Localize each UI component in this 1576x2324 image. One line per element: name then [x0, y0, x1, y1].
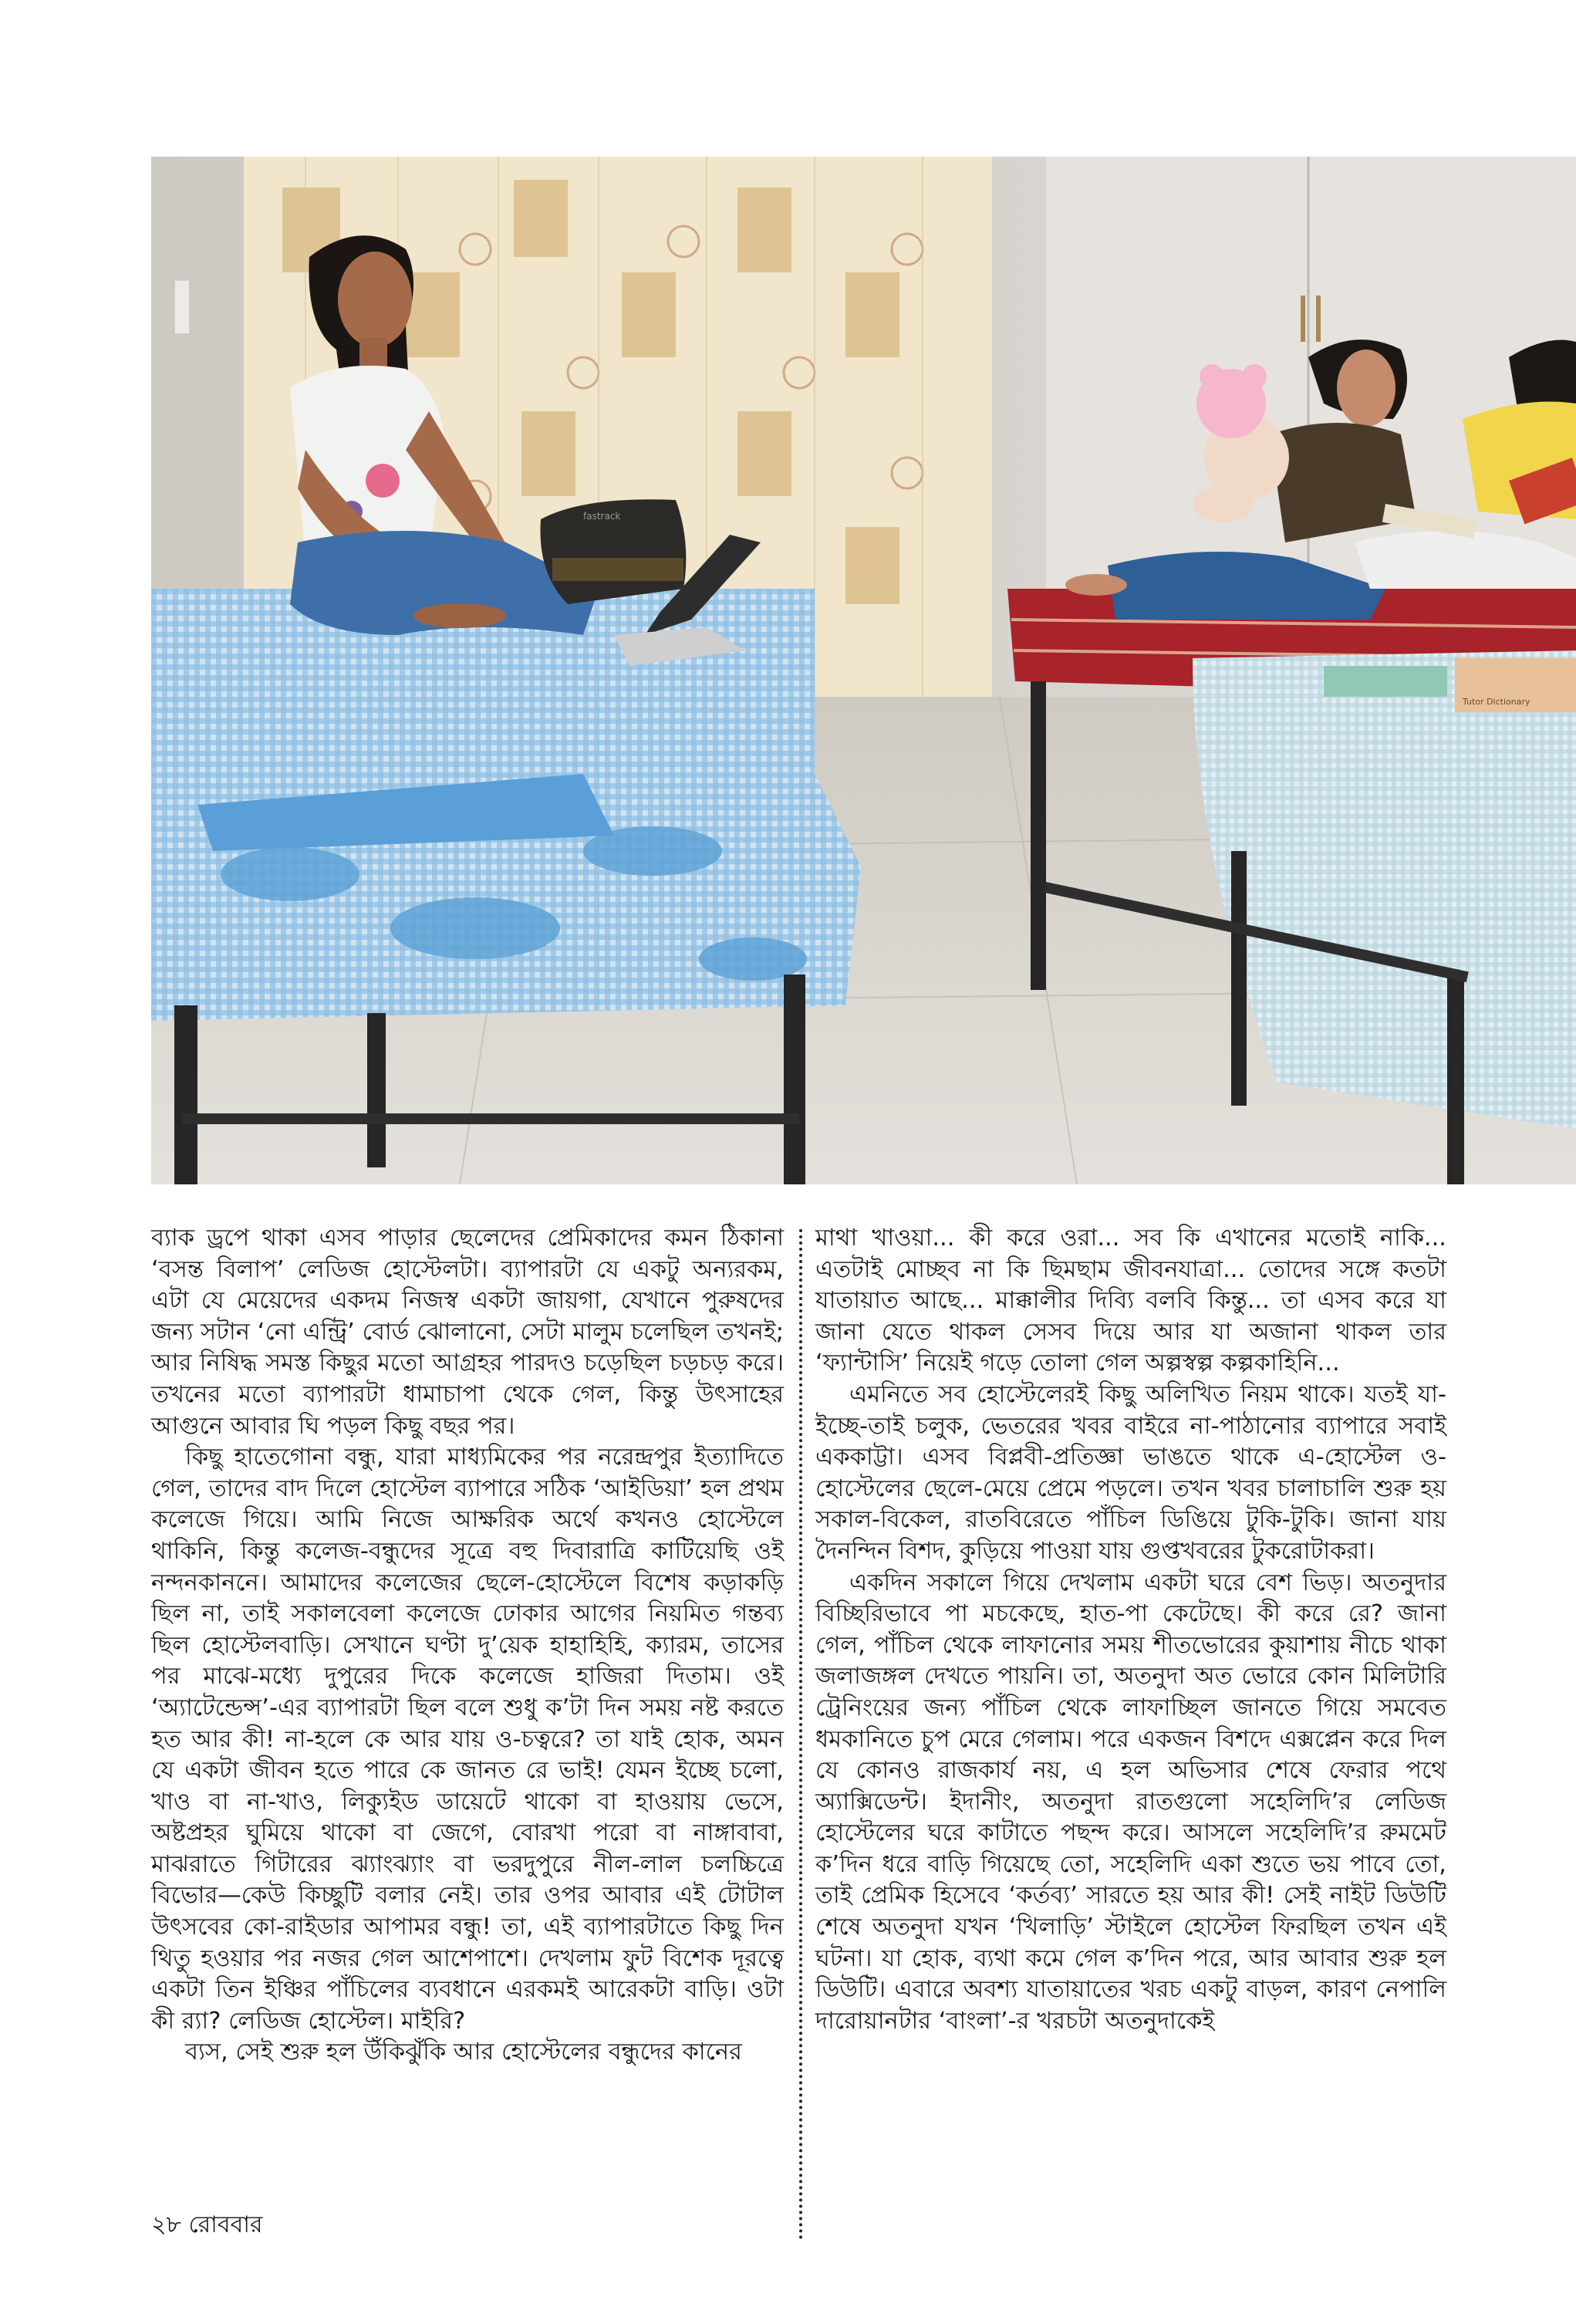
column-separator — [799, 1229, 802, 2240]
article-right-column — [815, 1223, 1446, 2037]
article-left-column — [151, 1223, 784, 2069]
paragraph: ব্যাক ড্রপে থাকা এসব পাড়ার ছেলেদের প্রেমিকাদের কমন ঠিকানা ‘বসন্ত বিলাপ’ লেডিজ হোস্টেলটা। ব্যাপারটা যে একটু অন্যরকম, এটা যে মেয়েদের একদম নিজস্ব একটা জায়গা, যেখানে পুরুষদের জন্য সটান ‘নো এন্ট্রি’ বোর্ড ঝোলানো, সেটা মালুম চলেছিল তখনই; আর নিষিদ্ধ সমস্ত কিছুর মতো আগ্রহর পারদও চড়েছিল চড়চড় করে। তখনের মতো ব্যাপারটা ধামাচাপা থেকে গেল, কিন্তু উৎসাহের আগুনে আবার ঘি পড়ল কিছু বছর পর। — [151, 1224, 784, 1440]
backpack — [540, 499, 686, 604]
wall-switch — [174, 280, 190, 334]
paragraph: একদিন সকালে গিয়ে দেখলাম একটা ঘরে বেশ ভিড়। অতনুদার বিচ্ছিরিভাবে পা মচকেছে, হাত-পা কেটেছে। কী করে রে? জানা গেল, পাঁচিল থেকে লাফানোর সময় শীতভোরের কুয়াশায় নীচে থাকা জলাজঙ্গল দেখতে পায়নি। তা, অতনুদা অত ভোরে কোন মিলিটারি ট্রেনিংয়ের জন্য পাঁচিল থেকে লাফাচ্ছিল জানতে গিয়ে সমবেত ধমকানিতে চুপ মেরে গেলাম। পরে একজন বিশদে এক্সপ্লেন করে দিল যে কোনও রাজকার্য নয়, এ হল অভিসার শেষে ফেরার পথে অ্যাক্সিডেন্ট। ইদানীং, অতনুদা রাতগুলো সহেলিদি’র লেডিজ হোস্টেলের ঘরে কাটাতে পছন্দ করে। আসলে সহেলিদি’র রুমমেট ক’দিন ধরে বাড়ি গিয়েছে তো, সহেলিদি একা শুতে ভয় পাবে তো, তাই প্রেমিক হিসেবে ‘কর্তব্য’ সারতে হয় আর কী! সেই নাইট ডিউটি শেষে অতনুদা যখন ‘খিলাড়ি’ স্টাইলে হোস্টেল ফিরছিল তখন এই ঘটনা। যা হোক, ব্যথা কমে গেল ক’দিন পরে, আর আবার শুরু হল ডিউটি। এবারে অবশ্য যাতায়াতের খরচ একটু বাড়ল, কারণ নেপালি দারোয়ানটার ‘বাংলা’-র খরচটা অতনুদাকেই — [815, 1569, 1446, 2035]
page-folio: ২৮ রোববার — [151, 2211, 263, 2238]
paragraph: ব্যস, সেই শুরু হল উঁকিঝুঁকি আর হোস্টেলের বন্ধুদের কানের — [185, 2039, 742, 2066]
paragraph: মাথা খাওয়া... কী করে ওরা... সব কি এখানের মতোই নাকি... এতটাই মোচ্ছব না কি ছিমছাম জীবনযাত্রা... তোদের সঙ্গে কতটা যাতায়াত আছে... মাক্কালীর দিব্যি বলবি কিন্তু... তা এসব করে যা জানা যেতে থাকল সেসব দিয়ে আর যা অজানা থাকল তার ‘ফ্যান্টাসি’ নিয়েই গড়ে তোলা গেল অল্পস্বল্প কল্পকাহিনি... — [815, 1224, 1446, 1377]
paragraph: এমনিতে সব হোস্টেলেরই কিছু অলিখিত নিয়ম থাকে। যতই যা-ইচ্ছে-তাই চলুক, ভেতরের খবর বাইরে না-পাঠানোর ব্যাপারে সবাই এককাট্টা। এসব বিপ্লবী-প্রতিজ্ঞা ভাঙতে থাকে এ-হোস্টেল ও-হোস্টেলের ছেলে-মেয়ে প্রেমে পড়লে। তখন খবর চালাচালি শুরু হয় সকাল-বিকেল, রাতবিরেতে পাঁচিল ডিঙিয়ে টুকি-টুকি। জানা যায় দৈনন্দিন বিশদ, কুড়িয়ে পাওয়া যায় গুপ্তখবরের টুকরোটাকরা। — [815, 1380, 1446, 1565]
hostel-room-photo — [151, 157, 1576, 1184]
backpack-brand: fastrack — [583, 511, 621, 522]
paragraph: কিছু হাতেগোনা বন্ধু, যারা মাধ্যমিকের পর নরেন্দ্রপুর ইত্যাদিতে গেল, তাদের বাদ দিলে হোস্টেল ব্যাপারে সঠিক ‘আইডিয়া’ হল প্রথম কলেজে গিয়ে। আমি নিজে আক্ষরিক অর্থে কখনও হোস্টেলে থাকিনি, কিন্তু কলেজ-বন্ধুদের সূত্রে বহু দিবারাত্রি কাটিয়েছি ওই নন্দনকাননে। আমাদের কলেজের ছেলে-হোস্টেলে বিশেষ কড়াকড়ি ছিল না, তাই সকালবেলা কলেজে ঢোকার আগের নিয়মিত গন্তব্য ছিল হোস্টেলবাড়ি। সেখানে ঘণ্টা দু’য়েক হাহাহিহি, ক্যারম, তাসের পর মাঝে-মধ্যে দুপুরের দিকে কলেজে হাজিরা দিতাম। ওই ‘অ্যাটেন্ডেন্স’-এর ব্যাপারটা ছিল বলে শুধু ক’টা দিন সময় নষ্ট করতে হত আর কী! না-হলে কে আর যায় ও-চত্বরে? তা যাই হোক, অমন যে একটা জীবন হতে পারে কে জানত রে ভাই! যেমন ইচ্ছে চলো, খাও বা না-খাও, লিক্যুইড ডায়েটে থাকো বা হাওয়ায় ভেসে, অষ্টপ্রহর ঘুমিয়ে থাকো বা জেগে, বোরখা পরো বা নাঙ্গাবাবা, মাঝরাতে গিটারের ঝ্যাংঝ্যাং বা ভরদুপুরে নীল-লাল চলচ্চিত্রে বিভোর—কেউ কিচ্ছুটি বলার নেই। তার ওপর আবার এই টোটাল উৎসবের কো-রাইডার আপামর বন্ধু! তা, এই ব্যাপারটাতে কিছু দিন থিতু হওয়ার পর নজর গেল আশেপাশে। দেখলাম ফুট বিশেক দূরত্বে একটা তিন ইঞ্চির পাঁচিলের ব্যবধানে এরকমই আরেকটা বাড়ি। ওটা কী র‍্যা? লেডিজ হোস্টেল। মাইরি? — [151, 1444, 784, 2035]
photo-illustration — [151, 157, 1576, 1184]
book-cover-text: Tutor Dictionary — [1463, 697, 1530, 707]
